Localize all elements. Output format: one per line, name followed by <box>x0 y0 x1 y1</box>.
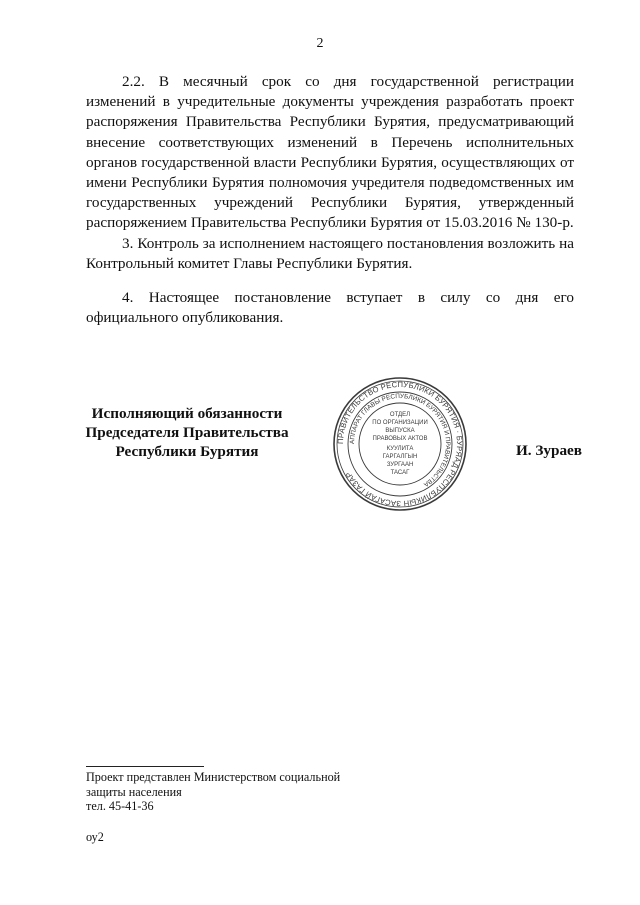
stamp-center-line: ЗУРГААН <box>386 462 414 468</box>
footnote-line: Проект представлен Министерством социальной <box>86 770 341 784</box>
official-seal-stamp <box>330 374 470 514</box>
paragraph-text: 2.2. В месячный срок со дня государственной регистрации изменений в учредительные документы учреждения разработать проект распоряжения Правительства Республики Бурятия, предусматривающий внесение соответствующих изменений в Перечень исполнительных органов государственной власти Республики Бурятия, осуществляющих от имени Республики Бурятия полномочия учредителя подведомственных им государственных учреждений Республики Бурятия, утвержденный распоряжением Правительства Республики Бурятия от 15.03.2016 № 130-р. <box>86 73 574 232</box>
footnote-block <box>86 770 340 814</box>
paragraph-3 <box>86 234 574 274</box>
position-line: Исполняющий обязанности <box>91 405 283 422</box>
stamp-center-line: ПО ОРГАНИЗАЦИИ <box>372 420 428 426</box>
position-line: Председателя Правительства <box>85 424 289 441</box>
stamp-center-line: ОТДЕЛ <box>389 412 411 418</box>
document-code: оу2 <box>86 830 104 844</box>
stamp-center-line: КУУЛИТА <box>386 446 414 452</box>
footnote-divider <box>86 766 204 767</box>
stamp-center-line: ПРАВОВЫХ АКТОВ <box>372 436 428 442</box>
stamp-inner-ring-text: АППАРАТ ГЛАВЫ РЕСПУБЛИКИ БУРЯТИЯ И ПРАВИТЕЛЬСТВА <box>348 392 452 488</box>
paragraph-text: 4. Настоящее постановление вступает в силу со дня его официального опубликования. <box>86 289 574 327</box>
footnote-line: защиты населения <box>86 784 182 799</box>
paragraph-2-2 <box>86 72 574 234</box>
position-line: Республики Бурятия <box>115 443 259 460</box>
stamp-center-line: ТАСАГ <box>390 470 410 476</box>
signatory-name: И. Зураев <box>515 442 582 459</box>
paragraph-4 <box>86 288 574 328</box>
stamp-outer-ring-text: ПРАВИТЕЛЬСТВО РЕСПУБЛИКИ БУРЯТИЯ · БУРЯАД РЕСПУБЛИКЫН ЗАСАГАЙ ГАЗАР <box>335 379 465 509</box>
stamp-center-line: ВЫПУСКА <box>385 428 415 434</box>
signatory-position <box>80 404 294 461</box>
paragraph-text: 3. Контроль за исполнением настоящего постановления возложить на Контрольный комитет Главы Республики Бурятия. <box>86 235 574 273</box>
footnote-line: тел. 45-41-36 <box>86 799 154 813</box>
page-number: 2 <box>316 36 324 51</box>
stamp-center-line: ГАРГАЛГЫН <box>382 454 418 460</box>
